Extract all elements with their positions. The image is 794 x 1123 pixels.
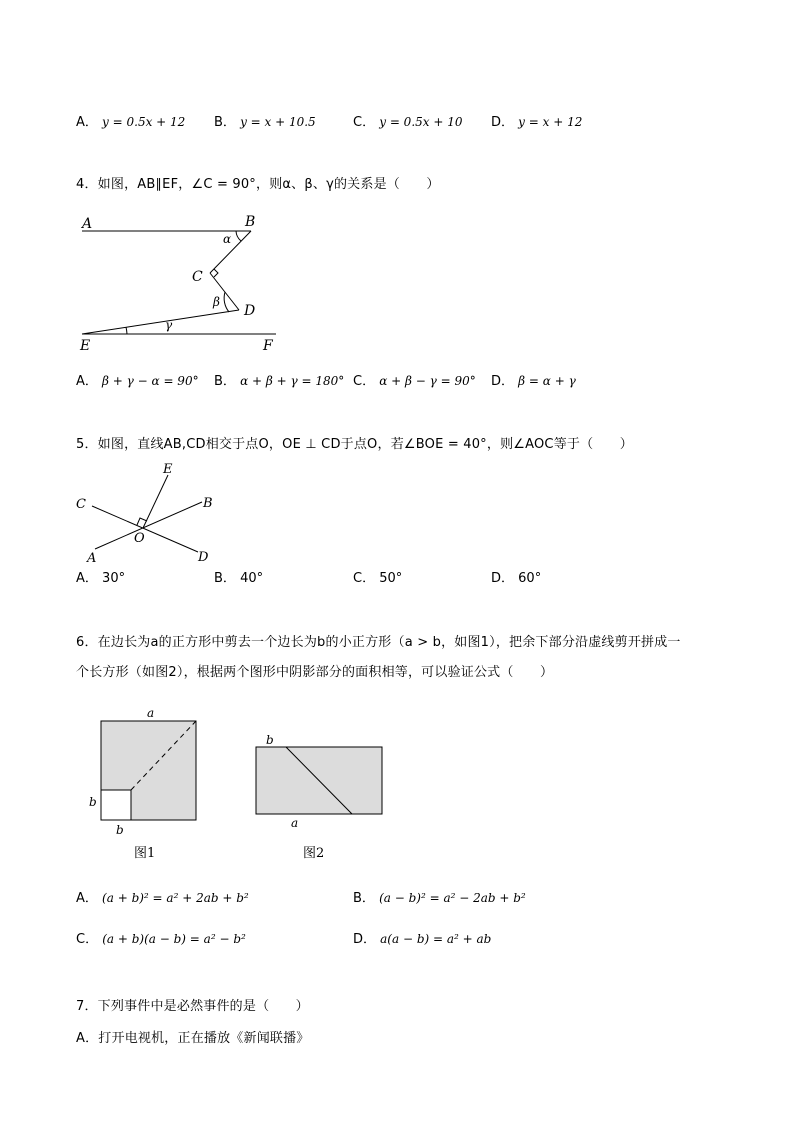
right-angle-mark-o (137, 518, 147, 525)
q6-option-d: D． a(a − b) = a² + ab (353, 932, 492, 947)
q7-option-a: A．打开电视机，正在播放《新闻联播》 (76, 1031, 310, 1046)
ray-oe (143, 475, 168, 528)
label-b: b (266, 733, 274, 747)
angle-arc-beta (224, 292, 229, 312)
angle-arc-alpha (236, 231, 241, 241)
label-b-bottom: b (116, 823, 124, 837)
label-a: a (291, 816, 299, 830)
label-a: A (87, 551, 97, 566)
caption-fig2: 图2 (303, 846, 325, 861)
label-alpha: α (223, 232, 232, 246)
label-a: a (147, 706, 155, 720)
label-e: E (80, 338, 91, 354)
line-cd (92, 506, 198, 552)
q3-option-d: D． y = x + 12 (491, 115, 583, 130)
label-o: O (134, 531, 145, 546)
q5-stem: 5．如图，直线AB,CD相交于点O，OE ⊥ CD于点O，若∠BOE = 40°，则∠AOC等于（ ） (76, 437, 633, 452)
q3-option-c: C． y = 0.5x + 10 (353, 115, 463, 130)
q4-option-a: A． β + γ − α = 90° (76, 374, 199, 389)
q3-option-b: B． y = x + 10.5 (214, 115, 316, 130)
cut-square (101, 790, 131, 820)
label-beta: β (213, 295, 220, 309)
label-b: B (203, 496, 213, 511)
q6-option-c: C． (a + b)(a − b) = a² − b² (76, 932, 246, 947)
q4-option-d: D． β = α + γ (491, 374, 576, 389)
q5-option-b: B． 40° (214, 571, 264, 586)
q4-stem: 4．如图，AB∥EF，∠C = 90°，则α、β、γ的关系是（ ） (76, 177, 440, 192)
label-gamma: γ (165, 318, 173, 332)
label-b-left: b (89, 795, 97, 809)
label-c: C (76, 497, 86, 512)
label-c: C (192, 269, 203, 285)
q6-figure-2 (250, 725, 390, 865)
label-a: A (82, 216, 93, 232)
q3-option-a: A． y = 0.5x + 12 (76, 115, 186, 130)
label-d: D (198, 550, 209, 565)
caption-fig1: 图1 (134, 846, 156, 861)
q7-stem: 7．下列事件中是必然事件的是（ ） (76, 999, 309, 1014)
q6-stem-line2: 个长方形（如图2），根据两个图形中阴影部分的面积相等，可以验证公式（ ） (76, 665, 554, 680)
label-d: D (244, 303, 256, 319)
right-angle-mark-c (214, 269, 218, 277)
label-f: F (263, 338, 273, 354)
q6-option-b: B． (a − b)² = a² − 2ab + b² (353, 891, 526, 906)
q6-stem-line1: 6．在边长为a的正方形中剪去一个边长为b的小正方形（a > b，如图1），把余下部分沿虚线剪开拼成一 (76, 635, 681, 650)
label-b: B (245, 214, 256, 230)
line-ab (95, 502, 202, 549)
q6-option-a: A． (a + b)² = a² + 2ab + b² (76, 891, 249, 906)
q5-option-a: A． 30° (76, 571, 126, 586)
q5-option-c: C． 50° (353, 571, 403, 586)
angle-arc-gamma (126, 327, 127, 334)
q4-figure (70, 210, 290, 360)
q5-figure (70, 455, 230, 570)
segment-de (82, 310, 239, 334)
q4-option-c: C． α + β − γ = 90° (353, 374, 476, 389)
q6-figure-1 (80, 700, 230, 865)
label-e: E (163, 462, 173, 477)
q5-option-d: D． 60° (491, 571, 542, 586)
q4-option-b: B． α + β + γ = 180° (214, 374, 345, 389)
